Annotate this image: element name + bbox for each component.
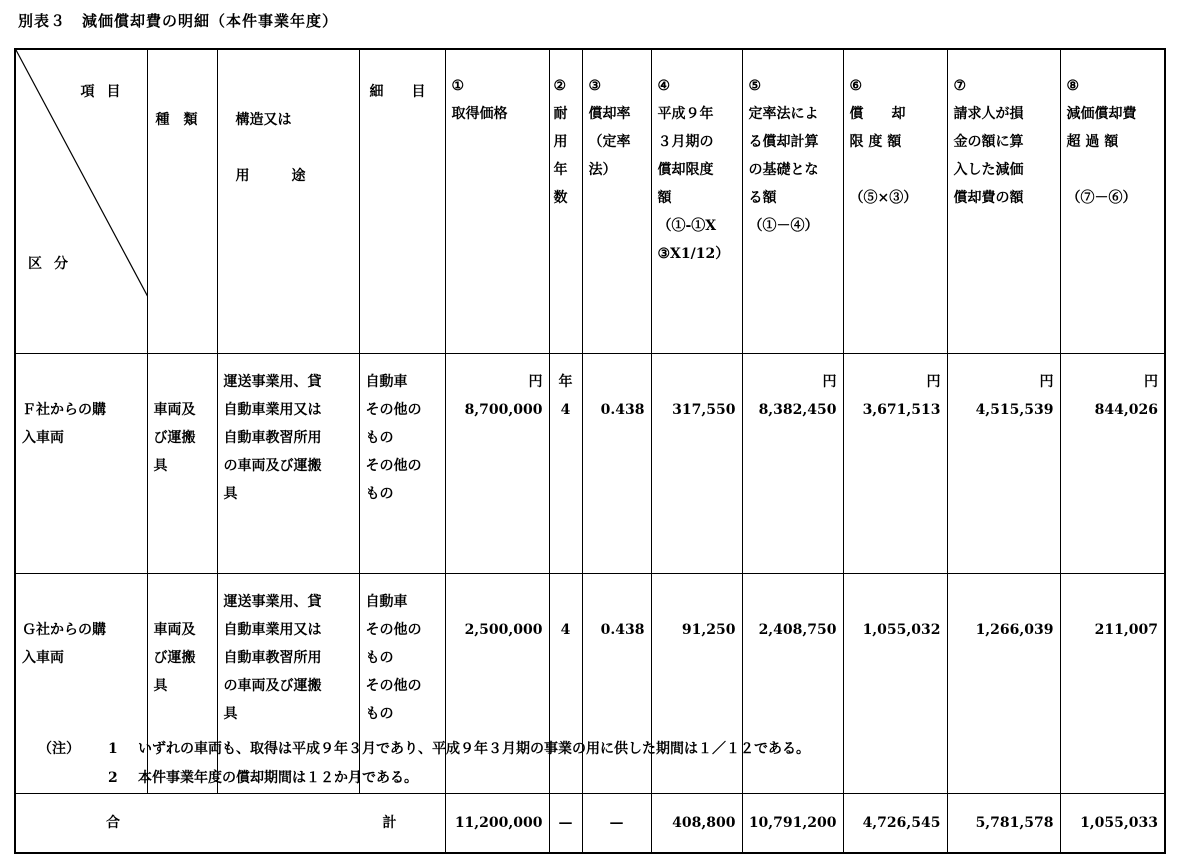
- row-h9-limit: 317,550: [672, 402, 736, 418]
- yen-unit: 円: [926, 374, 941, 390]
- row-structure: 運送事業用、貸 自動車業用又は 自動車教習所用 の車両及び運搬 具: [217, 354, 359, 574]
- yen-unit: 円: [528, 374, 543, 390]
- row-useful-life: 4: [560, 622, 571, 638]
- header-depreciation-rate: ③ 償却率 （定率 法）: [582, 49, 651, 354]
- row-acquisition-price: 8,700,000: [464, 402, 543, 418]
- header-calc-base: ⑤ 定率法によ る償却計算 の基礎とな る額 （①－④）: [742, 49, 843, 354]
- document-title: 別表３ 減価償却費の明細（本件事業年度）: [18, 12, 339, 30]
- notes-label: （注）: [38, 741, 80, 757]
- row-division: Ｇ社からの購 入車両: [15, 574, 147, 794]
- row-rate-cell: [582, 354, 651, 574]
- year-unit: 年: [558, 374, 573, 390]
- total-useful-life: —: [549, 794, 582, 854]
- note-index: 1: [108, 741, 118, 757]
- total-label-cell: [15, 794, 445, 854]
- header-division-label: 区分: [28, 256, 80, 272]
- header-kind: 種 類: [147, 49, 217, 354]
- note-item: [38, 764, 810, 793]
- depreciation-table: [14, 48, 1166, 854]
- row-excess-cell: [1060, 574, 1165, 794]
- header-claimed-amount: ⑦ 請求人が損 金の額に算 入した減価 償却費の額: [947, 49, 1060, 354]
- row-limit-cell: [843, 574, 947, 794]
- row-claimed-cell: [947, 574, 1060, 794]
- row-base-cell: [742, 354, 843, 574]
- total-claimed-amount: 5,781,578: [947, 794, 1060, 854]
- note-item: [38, 735, 810, 764]
- total-calc-base: 10,791,200: [742, 794, 843, 854]
- header-acquisition-price: ① 取得価格: [445, 49, 549, 354]
- header-excess-amount: ⑧ 減価償却費 超 過 額 （⑦－⑥）: [1060, 49, 1165, 354]
- header-diagonal-cell: [15, 49, 147, 354]
- total-depreciation-limit: 4,726,545: [843, 794, 947, 854]
- yen-unit: 円: [1144, 374, 1158, 390]
- total-row: [15, 794, 1165, 854]
- row-acquisition-cell: [445, 354, 549, 574]
- total-label-left: 合: [106, 815, 120, 831]
- row-excess-amount: 844,026: [1094, 402, 1158, 418]
- row-calc-base: 2,408,750: [758, 622, 837, 638]
- row-h9-limit: 91,250: [681, 622, 736, 638]
- row-detail: 自動車 その他の もの その他の もの: [359, 574, 445, 794]
- row-structure: 運送事業用、貸 自動車業用又は 自動車教習所用 の車両及び運搬 具: [217, 574, 359, 794]
- row-rate: 0.438: [600, 402, 645, 418]
- row-useful-life: 4: [560, 402, 571, 418]
- total-excess-amount: 1,055,033: [1060, 794, 1165, 854]
- row-division: Ｆ社からの購 入車両: [15, 354, 147, 574]
- header-detail: 細 目: [359, 49, 445, 354]
- yen-unit: 円: [822, 374, 837, 390]
- row-limit-cell: [843, 354, 947, 574]
- total-label-right: 計: [382, 815, 397, 831]
- row-kind: 車両及 び運搬 具: [147, 574, 217, 794]
- header-structure: 構造又は 用 途: [217, 49, 359, 354]
- total-rate: —: [582, 794, 651, 854]
- note-text: いずれの車両も、取得は平成９年３月であり、平成９年３月期の事業の用に供した期間は１／１２である。: [138, 741, 810, 757]
- notes: [38, 735, 810, 793]
- header-row: [15, 49, 1165, 354]
- header-depreciation-limit: ⑥ 償 却 限 度 額 （⑤×③）: [843, 49, 947, 354]
- row-acquisition-price: 2,500,000: [464, 622, 543, 638]
- table-row: [15, 354, 1165, 574]
- yen-unit: 円: [1039, 374, 1054, 390]
- header-item-label: 項目: [80, 84, 133, 100]
- row-life-cell: [549, 354, 582, 574]
- row-rate: 0.438: [600, 622, 645, 638]
- row-claimed-amount: 4,515,539: [975, 402, 1054, 418]
- note-text: 本件事業年度の償却期間は１２か月である。: [138, 770, 418, 786]
- row-excess-amount: 211,007: [1094, 622, 1158, 638]
- row-depreciation-limit: 3,671,513: [862, 402, 941, 418]
- row-claimed-amount: 1,266,039: [975, 622, 1054, 638]
- row-depreciation-limit: 1,055,032: [862, 622, 941, 638]
- note-index: 2: [108, 770, 118, 786]
- row-detail: 自動車 その他の もの その他の もの: [359, 354, 445, 574]
- row-excess-cell: [1060, 354, 1165, 574]
- row-calc-base: 8,382,450: [758, 402, 837, 418]
- row-kind: 車両及 び運搬 具: [147, 354, 217, 574]
- row-h9-cell: [651, 354, 742, 574]
- total-h9-limit: 408,800: [651, 794, 742, 854]
- total-acquisition-price: 11,200,000: [445, 794, 549, 854]
- row-claimed-cell: [947, 354, 1060, 574]
- header-h9-limit: ④ 平成９年 ３月期の 償却限度 額 （①-①X ③X1/12）: [651, 49, 742, 354]
- header-useful-life: ② 耐 用 年 数: [549, 49, 582, 354]
